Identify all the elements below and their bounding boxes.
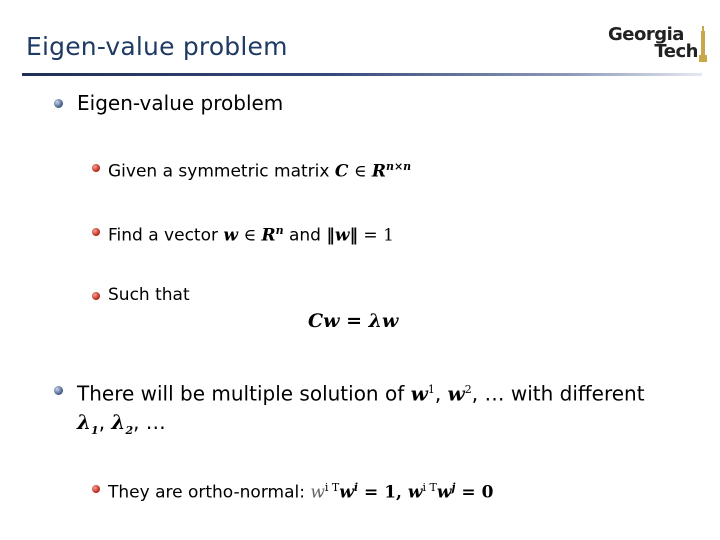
bullet-multiple-solutions xyxy=(54,376,654,445)
bullet-text: Such that xyxy=(108,285,190,305)
math-w1: w xyxy=(410,381,428,406)
math-wj-sup: j xyxy=(451,481,456,494)
math-set: R xyxy=(261,225,276,246)
bullet-dot xyxy=(92,228,100,236)
slide-title: Eigen-value problem xyxy=(26,32,288,61)
logo-line1: Georgia xyxy=(608,24,684,45)
title-rule xyxy=(22,73,702,76)
subbullet-symmetric-matrix xyxy=(92,155,411,184)
math-elem: ∈ xyxy=(243,225,257,246)
bullet-dot xyxy=(92,292,100,300)
tech-tower-icon xyxy=(698,26,708,62)
bullet-eigen-value-problem xyxy=(54,89,283,117)
label: Given a symmetric matrix xyxy=(108,161,330,182)
math-l2: λ xyxy=(111,409,126,434)
bullet-dot xyxy=(92,485,100,493)
and-word: and xyxy=(288,225,321,246)
subbullet-ortho-normal xyxy=(92,476,493,505)
bullet-dot xyxy=(54,386,63,395)
math-eq1: = 1, xyxy=(358,482,408,503)
bullet-dot xyxy=(54,99,63,108)
subbullet-find-vector xyxy=(92,219,394,248)
comma: , xyxy=(434,381,442,406)
math-sup: n×n xyxy=(385,160,412,173)
label: Find a vector xyxy=(108,225,218,246)
math-eq: = 1 xyxy=(363,225,394,246)
math-eq2: = 0 xyxy=(455,482,494,503)
math-l2-sub: 2 xyxy=(125,423,134,437)
math-c: C xyxy=(334,161,349,182)
georgia-tech-logo xyxy=(608,24,708,64)
equation-cw-lambda-w: Cw = λw xyxy=(308,310,399,332)
math-wi-sup: i T xyxy=(324,481,340,494)
bullet-dot xyxy=(92,164,100,172)
math-l1: λ xyxy=(77,409,92,434)
math-sup: n xyxy=(275,224,284,237)
bullet-text xyxy=(108,155,411,184)
math-w: w xyxy=(223,225,239,246)
math-set: R xyxy=(371,161,386,182)
bullet-text: Eigen-value problem xyxy=(77,91,284,115)
logo-line2: Tech xyxy=(654,41,698,62)
math-w1-sup: 1 xyxy=(427,383,435,396)
bullet-text xyxy=(108,476,493,505)
label: They are ortho-normal: xyxy=(108,482,305,503)
math-l1-sub: 1 xyxy=(91,423,99,437)
bullet-text xyxy=(77,376,647,445)
bullet-text xyxy=(108,219,394,248)
label-c: , … xyxy=(133,409,166,434)
comma: , xyxy=(98,409,106,434)
math-wi2-sup: i T xyxy=(422,481,437,494)
math-wi: w xyxy=(310,482,325,503)
math-elem: ∈ xyxy=(353,161,367,182)
math-wj: w xyxy=(436,482,452,503)
math-w2: w xyxy=(447,381,465,406)
math-norm: ‖w‖ xyxy=(326,225,359,246)
math-wi2: w xyxy=(407,482,423,503)
label-b: , … with different xyxy=(471,381,645,406)
subbullet-such-that xyxy=(92,283,190,307)
math-w2-sup: 2 xyxy=(464,383,472,396)
math-wi-b: w xyxy=(339,482,354,503)
label-a: There will be multiple solution of xyxy=(77,381,405,406)
math-wi-b-sup: i xyxy=(353,481,359,494)
